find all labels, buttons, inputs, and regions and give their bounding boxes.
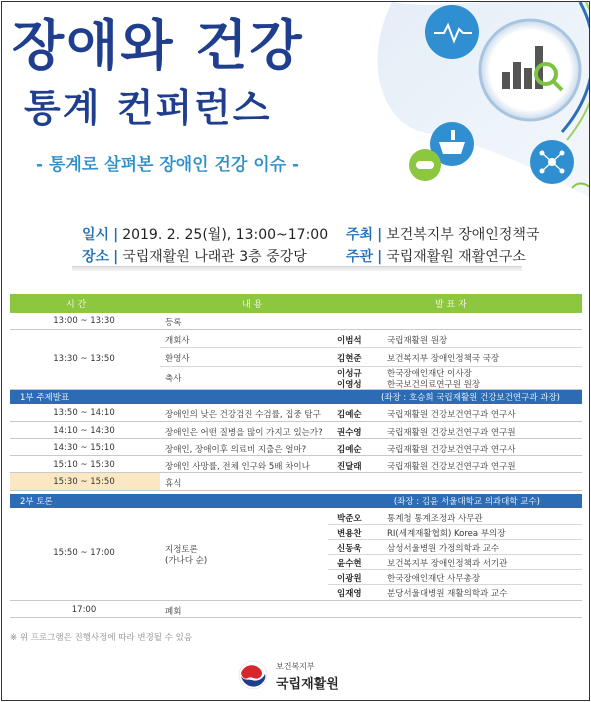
- table-row: 14:30 ~ 15:10 장애인, 장애이후 의료비 지출은 얼마? 김예순 국립재활원 건강보건연구과 연구사: [10, 439, 582, 456]
- row-divider: [328, 554, 582, 555]
- session-2-header: 2부 토론 (좌장 : 김윤 서울대학교 의과대학 교수): [10, 494, 582, 508]
- row-divider: [328, 584, 582, 585]
- header-content: 내 용: [242, 300, 263, 310]
- table-row-opening: 13:30 ~ 13:50 개회사 이범석 국립재활원 원장 환영사 김현준 보건복지부 장애인정책국 국장 축사 이성규 이영성 한국장애인재단 이사장 한국보건의료연구원 원장: [10, 330, 582, 390]
- table-row: 15:10 ~ 15:30 장애인 사망률, 전체 인구와 5배 차이나 진달래 국립재활원 건강보건연구과 연구원: [10, 456, 582, 473]
- table-row-break: 15:30 ~ 15:50 휴식: [10, 473, 582, 491]
- footer-logo-block: [238, 658, 368, 692]
- table-row: 13:50 ~ 14:10 장애인의 낮은 건강검진 수검률, 집중 탐구 김예순 국립재활원 건강보건연구과 연구사: [10, 404, 582, 422]
- table-row-closing: 17:00 폐회: [10, 601, 582, 618]
- hero-header: [2, 2, 590, 198]
- title-line-1: 장애와 건강: [12, 14, 304, 77]
- event-info: [2, 216, 590, 272]
- table-row: 14:10 ~ 14:30 장애인은 어떤 질병을 많이 가지고 있는가? 권수영 국립재활원 건강보건연구과 연구원: [10, 422, 582, 439]
- poster: [1, 1, 590, 701]
- decorative-graphics: [362, 2, 590, 198]
- row-divider: [328, 524, 582, 525]
- table-row-panel: 15:50 ~ 17:00 지정토론 (가나다 순) 박준오 통계청 통계조정과 사무관 변용찬 RI(세계재활협회) Korea 부의장 신동욱 삼성서울병원 가정의학과 교수 윤수현 보건복지부 장애인정책과 서기관 이광원 한국장애인재단 사무총장 임재영 분당서울대병원 재활의학과 교수: [10, 508, 582, 601]
- table-row: 13:00 ~ 13:30 등록: [10, 313, 582, 330]
- heartbeat-icon: [425, 5, 479, 59]
- schedule-note: ※ 위 프로그램은 진행사정에 따라 변경될 수 있음: [10, 633, 193, 643]
- schedule-table: [10, 294, 582, 618]
- molecule-network-icon: [530, 140, 574, 184]
- divider: [72, 266, 522, 271]
- subtitle: - 통계로 살펴본 장애인 건강 이슈 -: [36, 155, 300, 175]
- row-divider: [328, 539, 582, 540]
- row-divider: [160, 347, 582, 348]
- event-date: 일시 | 2019. 2. 25(월), 13:00~17:00: [82, 227, 329, 243]
- capsule-pills-icon: [409, 149, 441, 181]
- org-ministry: 보건복지부: [276, 662, 315, 671]
- header-time: 시 간: [66, 300, 87, 310]
- org-name: 국립재활원: [276, 677, 339, 692]
- event-host: 주최 | 보건복지부 장애인정책국: [346, 227, 540, 243]
- header-presenter: 발 표 자: [435, 300, 467, 310]
- government-logo-icon: [238, 660, 268, 690]
- bar-chart-magnifier-icon: [480, 20, 580, 120]
- session-1-header: 1부 주제발표 (좌장 : 호승희 국립재활원 건강보건연구과 과장): [10, 390, 582, 404]
- row-divider: [328, 569, 582, 570]
- row-divider: [160, 366, 582, 367]
- title-line-2: 통계 컨퍼런스: [24, 86, 272, 130]
- event-organizer: 주관 | 국립재활원 재활연구소: [346, 249, 526, 265]
- table-header: [10, 294, 582, 313]
- event-place: 장소 | 국립재활원 나래관 3층 중강당: [82, 249, 307, 265]
